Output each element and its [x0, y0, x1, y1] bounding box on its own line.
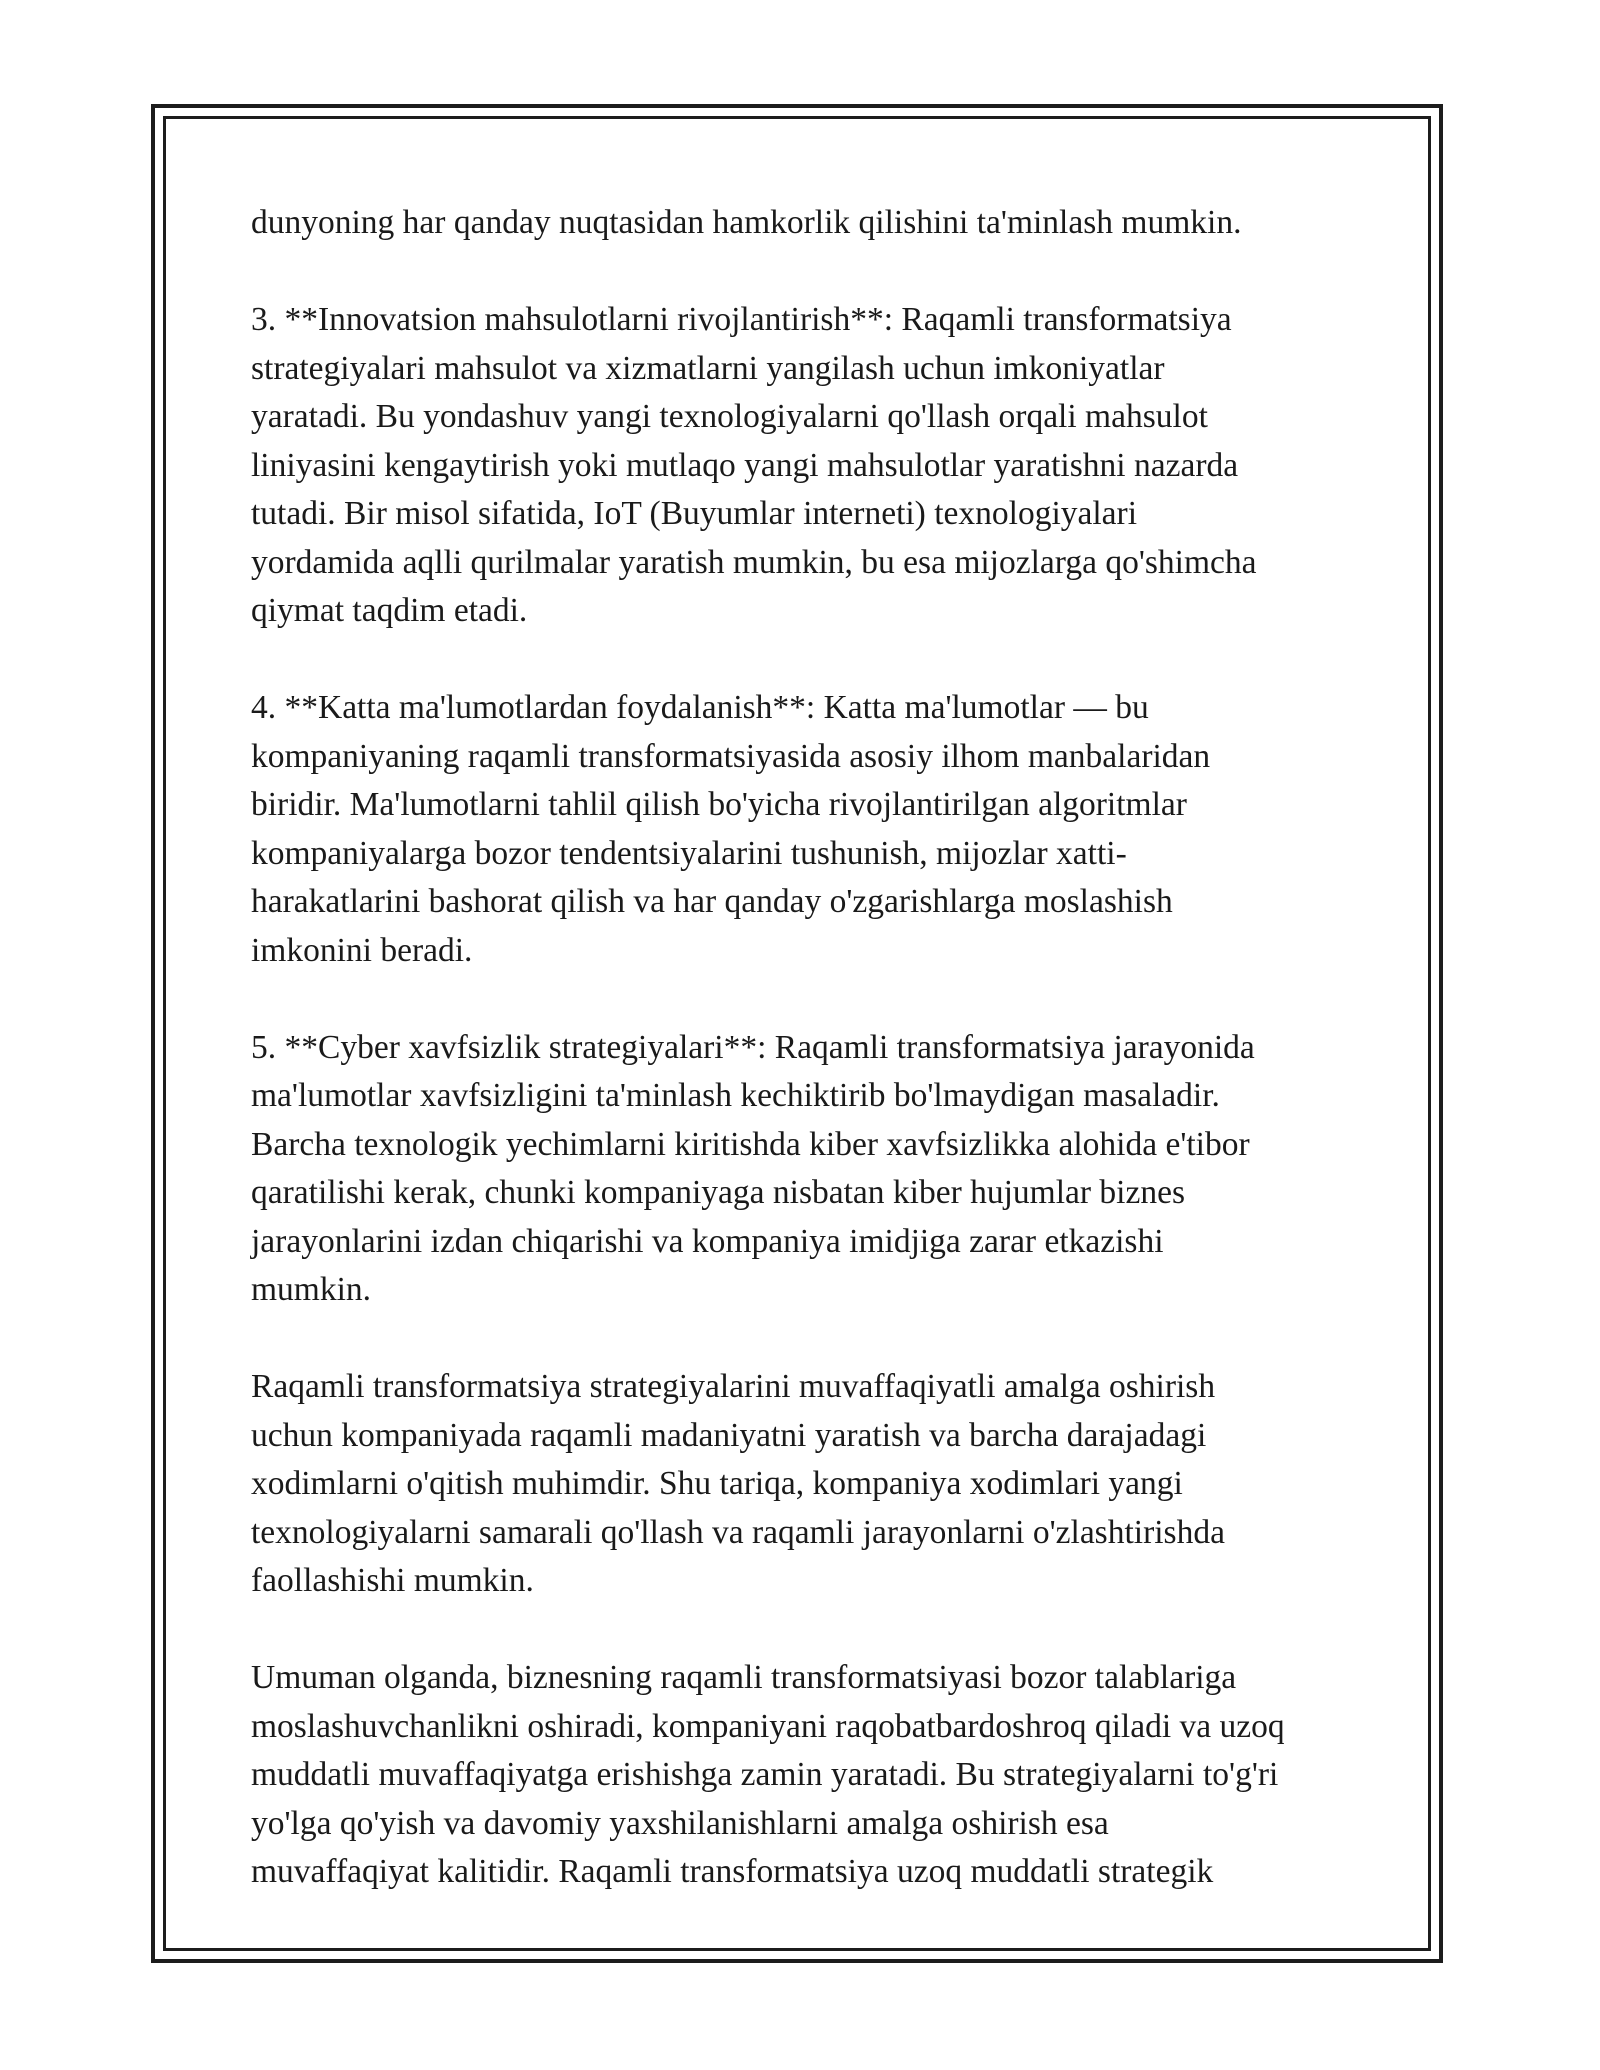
paragraph-continuation: dunyoning har qanday nuqtasidan hamkorlik qilishini ta'minlash mumkin. [251, 204, 1242, 241]
page-border-inner [163, 116, 1431, 1951]
document-body [251, 199, 1391, 1897]
paragraph-item-3-innovation: 3. **Innovatsion mahsulotlarni rivojlantirish**: Raqamli transformatsiya strategiyalari mahsulot va xizmatlarni yangilash uchun imkoniyatlar yaratadi. Bu yondashuv yangi texnologiyalarni qo'llash orqali mahsulot liniyasini kengaytirish yoki mutlaqo yangi mahsulotlar yaratishni nazarda tutadi. Bir misol sifatida, IoT (Buyumlar interneti) texnologiyalari yordamida aqlli qurilmalar yaratish mumkin, bu esa mijozlarga qo'shimcha qiymat taqdim etadi. [251, 301, 1257, 629]
page-border-outer [151, 104, 1443, 1963]
paragraph-conclusion: Umuman olganda, biznesning raqamli transformatsiyasi bozor talablariga moslashuvchanlikni oshiradi, kompaniyani raqobatbardoshroq qiladi va uzoq muddatli muvaffaqiyatga erishishga zamin yaratadi. Bu strategiyalarni to'g'ri yo'lga qo'yish va davomiy yaxshilanishlarni amalga oshirish esa muvaffaqiyat kalitidir. Raqamli transformatsiya uzoq muddatli strategik [251, 1659, 1285, 1890]
paragraph-item-4-big-data: 4. **Katta ma'lumotlardan foydalanish**: Katta ma'lumotlar — bu kompaniyaning raqamli transformatsiyasida asosiy ilhom manbalaridan biridir. Ma'lumotlarni tahlil qilish bo'yicha rivojlantirilgan algoritmlar kompaniyalarga bozor tendentsiyalarini tushunish, mijozlar xatti- harakatlarini bashorat qilish va har qanday o'zgarishlarga moslashish imkonini beradi. [251, 689, 1211, 969]
paragraph-digital-culture: Raqamli transformatsiya strategiyalarini muvaffaqiyatli amalga oshirish uchun kompaniyada raqamli madaniyatni yaratish va barcha darajadagi xodimlarni o'qitish muhimdir. Shu tariqa, kompaniya xodimlari yangi texnologiyalarni samarali qo'llash va raqamli jarayonlarni o'zlashtirishda faollashishi mumkin. [251, 1368, 1225, 1599]
paragraph-item-5-cyber-security: 5. **Cyber xavfsizlik strategiyalari**: Raqamli transformatsiya jarayonida ma'lumotlar xavfsizligini ta'minlash kechiktirib bo'lmaydigan masaladir. Barcha texnologik yechimlarni kiritishda kiber xavfsizlikka alohida e'tibor qaratilishi kerak, chunki kompaniyaga nisbatan kiber hujumlar biznes jarayonlarini izdan chiqarishi va kompaniya imidjiga zarar etkazishi mumkin. [251, 1028, 1255, 1308]
